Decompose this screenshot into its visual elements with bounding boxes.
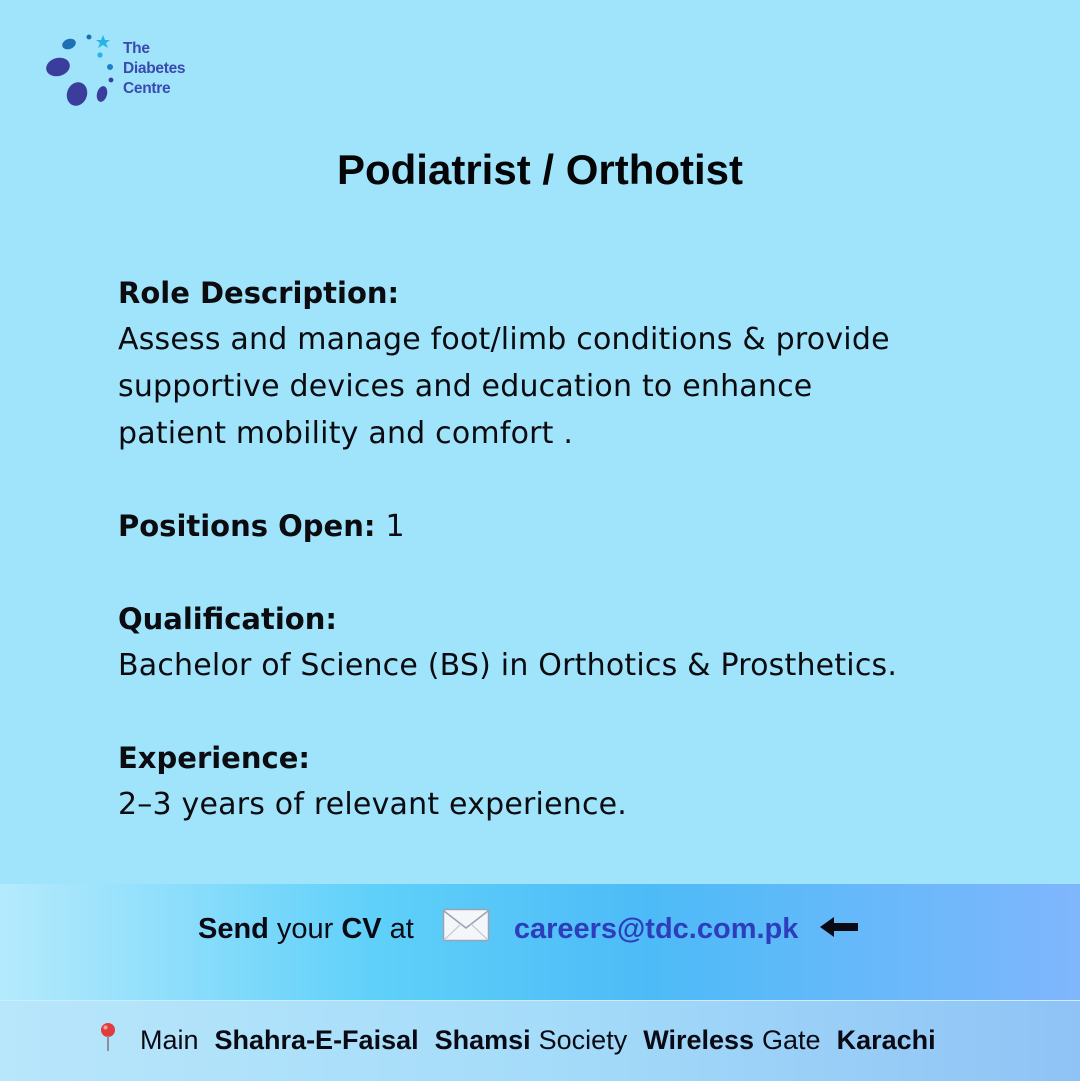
address-main: Main — [140, 1024, 199, 1055]
logo-wordmark — [123, 39, 185, 99]
email-link[interactable]: careers@tdc.com.pk — [513, 912, 799, 945]
role-line-3: patient mobility and comfort . — [118, 416, 574, 451]
envelope-icon — [442, 908, 490, 950]
address-society: Society — [538, 1024, 628, 1055]
qualification-text: Bachelor of Science (BS) in Orthotics & Prosthetics. — [118, 648, 898, 683]
positions-value: 1 — [385, 509, 405, 544]
positions-row — [118, 503, 1018, 550]
role-heading: Role Description: — [118, 276, 400, 310]
role-line-1: Assess and manage foot/limb conditions & provide — [118, 322, 890, 357]
qualification-heading: Qualification: — [118, 602, 337, 636]
job-details — [118, 270, 1018, 828]
logo — [40, 30, 210, 115]
logo-line-1: The — [123, 40, 150, 57]
cta-cv: CV — [341, 912, 382, 945]
cta-row — [198, 907, 858, 951]
experience-text: 2–3 years of relevant experience. — [118, 787, 628, 822]
left-arrow-icon — [820, 913, 858, 946]
logo-mark-icon — [40, 30, 120, 115]
cta-your: your — [276, 912, 334, 945]
location-pin-icon — [98, 1022, 118, 1059]
logo-line-3: Centre — [123, 80, 171, 97]
address-gate: Gate — [762, 1024, 821, 1055]
address-row — [98, 1019, 936, 1061]
cta-at: at — [389, 912, 414, 945]
page-title: Podiatrist / Orthotist — [336, 146, 743, 193]
address-wireless: Wireless — [643, 1024, 755, 1055]
logo-line-2: Diabetes — [123, 60, 186, 77]
experience-heading: Experience: — [118, 741, 310, 775]
role-line-2: supportive devices and education to enhance — [118, 369, 813, 404]
positions-label: Positions Open: — [118, 509, 376, 543]
address-shamsi: Shamsi — [434, 1024, 531, 1055]
address-city: Karachi — [836, 1024, 936, 1055]
cta-send: Send — [198, 912, 269, 945]
address-road: Shahra-E-Faisal — [214, 1024, 419, 1055]
